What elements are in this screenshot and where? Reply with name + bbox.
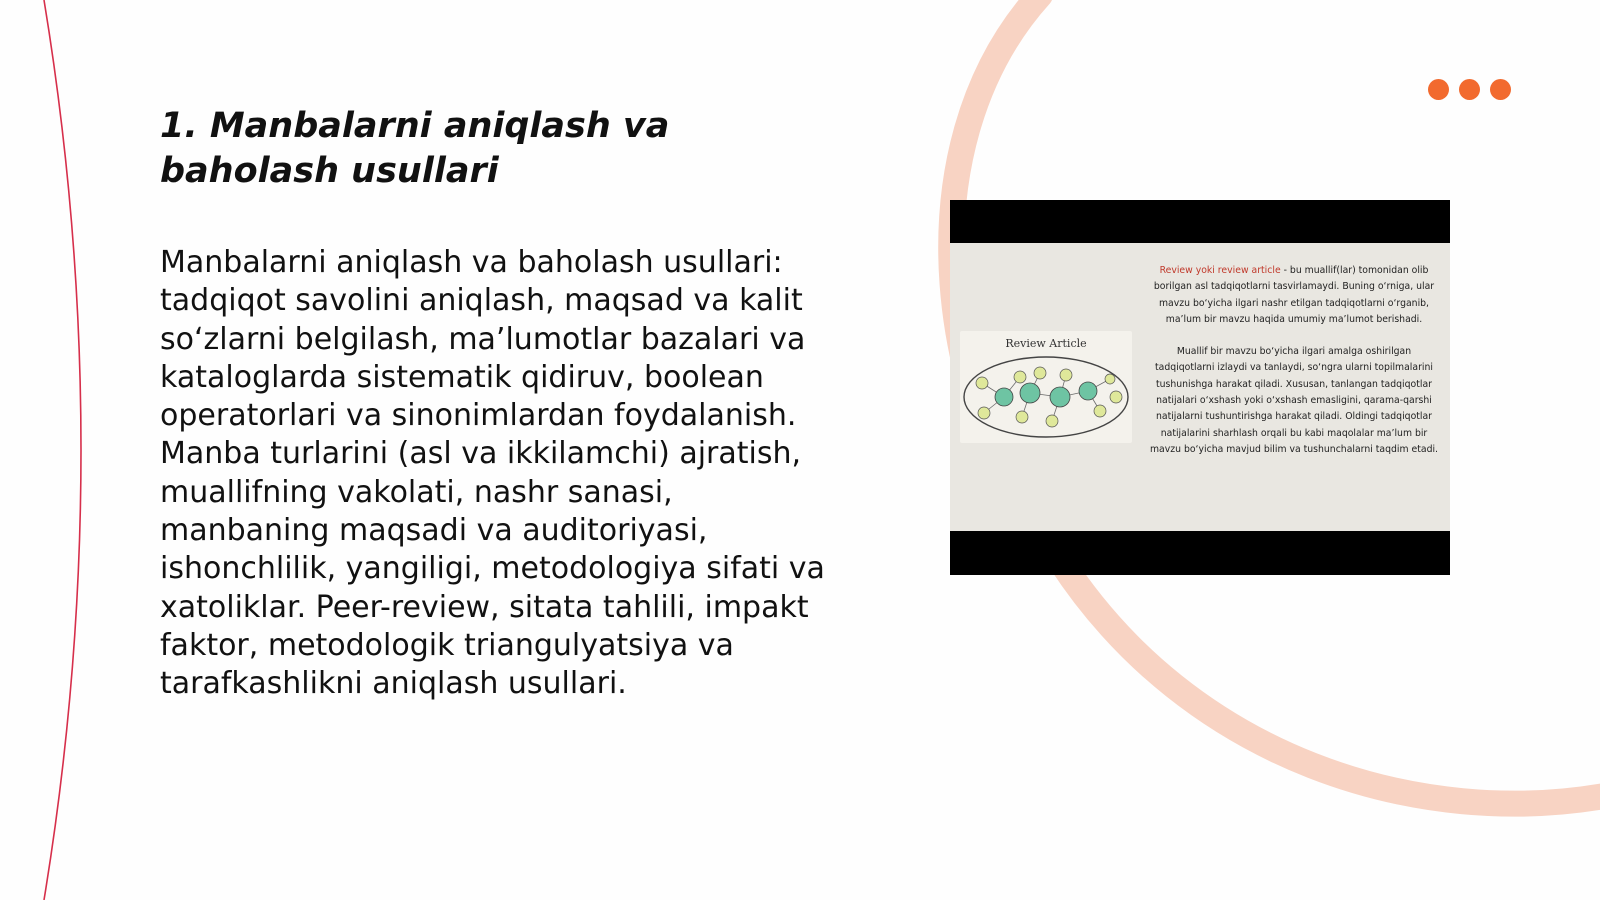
embedded-media[interactable]: [950, 200, 1450, 575]
media-slide-image: [950, 243, 1450, 531]
media-paragraph-1: [1146, 263, 1442, 328]
review-article-thumbnail: [960, 331, 1132, 443]
dot-1: [1428, 79, 1449, 100]
media-text-block: [1146, 263, 1442, 474]
slide-body-text: Manbalarni aniqlash va baholash usullari: tadqiqot savolini aniqlash, maqsad va kalit so‘zlarni belgilash, ma’lumotlar bazalari va kataloglarda sistematik qidiruv, boolean operatorlari va sinonimlardan foydalanish. Manba turlarini (asl va ikkilamchi) ajratish, muallifning vakolati, nashr sanasi, manbaning maqsadi va auditoriyasi, ishonchlilik, yangiligi, metodologiya sifati va xatoliklar. Peer-review, sitata tahlili, impakt faktor, metodologik triangulyatsiya va tarafkashlikni aniqlash usullari.: [160, 245, 825, 702]
slide-title: 1. Manbalarni aniqlash va baholash usullari: [160, 106, 670, 191]
left-red-curve: [44, 0, 81, 900]
mind-map-diagram-icon: [960, 331, 1132, 443]
highlight-term: Review yoki review article: [1159, 265, 1281, 276]
media-paragraph-2: Muallif bir mavzu bo‘yicha ilgari amalga oshirilgan tadqiqotlarni izlaydi va tanlaydi, so‘ngra ularni topilmalarini tushunishga harakat qiladi. Xususan, tanlangan tadqiqotlar natijalari o‘xshash yoki o‘xshash emasligini, qarama-qarshi natijalarni tushuntirishga harakat qiladi. Oldingi tadqiqotlar natijalarini sharhlash orqali bu kabi maqolalar ma’lum bir mavzu bo‘yicha mavjud bilim va tushunchalarni taqdim etadi.: [1149, 346, 1439, 455]
dot-2: [1459, 79, 1480, 100]
paragraph-1-rest: - bu muallif(lar) tomonidan olib borilgan asl tadqiqotlarni tasvirlamaydi. Buning o‘rniga, ular mavzu bo‘yicha ilgari nashr etilgan tadqiqotlarni o‘rganib, ma’lum bir mavzu haqida umumiy ma’lumot berishadi.: [1153, 265, 1435, 325]
three-dots-icon: [1428, 79, 1511, 100]
thumbnail-title: Review Article: [1005, 337, 1087, 350]
dot-3: [1490, 79, 1511, 100]
